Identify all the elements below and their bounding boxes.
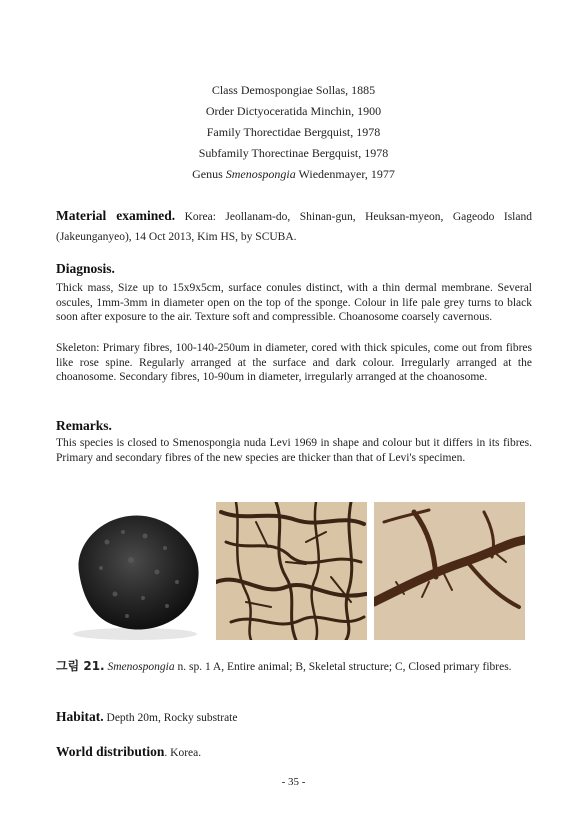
material-text: Korea: Jeollanam-do, Shinan-gun, Heuksan-myeon, Gageodo Island (Jakeunganyeo), 14 Oct 2013, Kim HS, by SCUBA.	[56, 211, 532, 243]
genus-prefix: Genus	[192, 167, 226, 181]
primary-fibres-image	[374, 502, 525, 640]
page-number: - 35 -	[281, 776, 306, 788]
material-examined-paragraph	[56, 206, 532, 247]
distribution-heading: World distribution	[56, 744, 165, 759]
figure-photo-a-entire-animal	[57, 502, 209, 640]
material-heading: Material examined.	[56, 208, 176, 223]
remarks-paragraph: This species is closed to Smenospongia nuda Levi 1969 in shape and colour but it differs in its fibres. Primary and secondary fibres of the new species are thicker than that of Levi's specimen.	[56, 437, 532, 464]
habitat-text: Depth 20m, Rocky substrate	[103, 712, 238, 724]
taxonomy-order: Order Dictyoceratida Minchin, 1900	[205, 104, 382, 118]
habitat-heading: Habitat.	[56, 709, 104, 724]
habitat-paragraph	[56, 710, 532, 726]
taxonomy-class: Class Demospongiae Sollas, 1885	[211, 83, 376, 97]
diagnosis-heading: Diagnosis.	[56, 261, 115, 276]
taxonomy-genus	[0, 164, 587, 185]
figure-photo-b-skeletal-structure	[216, 502, 367, 640]
figure-species: Smenospongia	[107, 661, 175, 673]
genus-suffix: Wiedenmayer, 1977	[295, 167, 395, 181]
figure-caption	[56, 656, 532, 677]
diagnosis-paragraph-1: Thick mass, Size up to 15x9x5cm, surface conules distinct, with a thin dermal membrane. Several oscules, 1mm-3mm in diameter open on the top of the sponge. Colour in life pale grey turns to black soon after exposure to the air. Texture soft and compressible. Choanosome coarsely cavernous.	[56, 282, 532, 323]
genus-name: Smenospongia	[225, 167, 296, 181]
taxonomy-subfamily: Subfamily Thorectinae Bergquist, 1978	[198, 146, 389, 160]
taxonomy-family: Family Thorectidae Bergquist, 1978	[206, 125, 381, 139]
taxonomy-block	[0, 80, 587, 185]
figure-label: 그림 21.	[56, 659, 105, 673]
skeletal-structure-image	[216, 502, 367, 640]
distribution-paragraph	[56, 745, 532, 761]
remarks-heading: Remarks.	[56, 418, 112, 433]
diagnosis-paragraph-2: Skeleton: Primary fibres, 100-140-250um in diameter, cored with thick spicules, come out from fibres like rose spine. Regularly arranged at the surface and dark colour. Irregularly arranged at the choanosome. Secondary fibres, 10-90um in diameter, irregularly arranged at the choanosome.	[56, 342, 532, 383]
sponge-specimen-image	[57, 502, 209, 640]
distribution-text: . Korea.	[164, 747, 202, 759]
figure-photo-c-primary-fibres	[374, 502, 525, 640]
figure-caption-text: n. sp. 1 A, Entire animal; B, Skeletal structure; C, Closed primary fibres.	[174, 661, 512, 673]
